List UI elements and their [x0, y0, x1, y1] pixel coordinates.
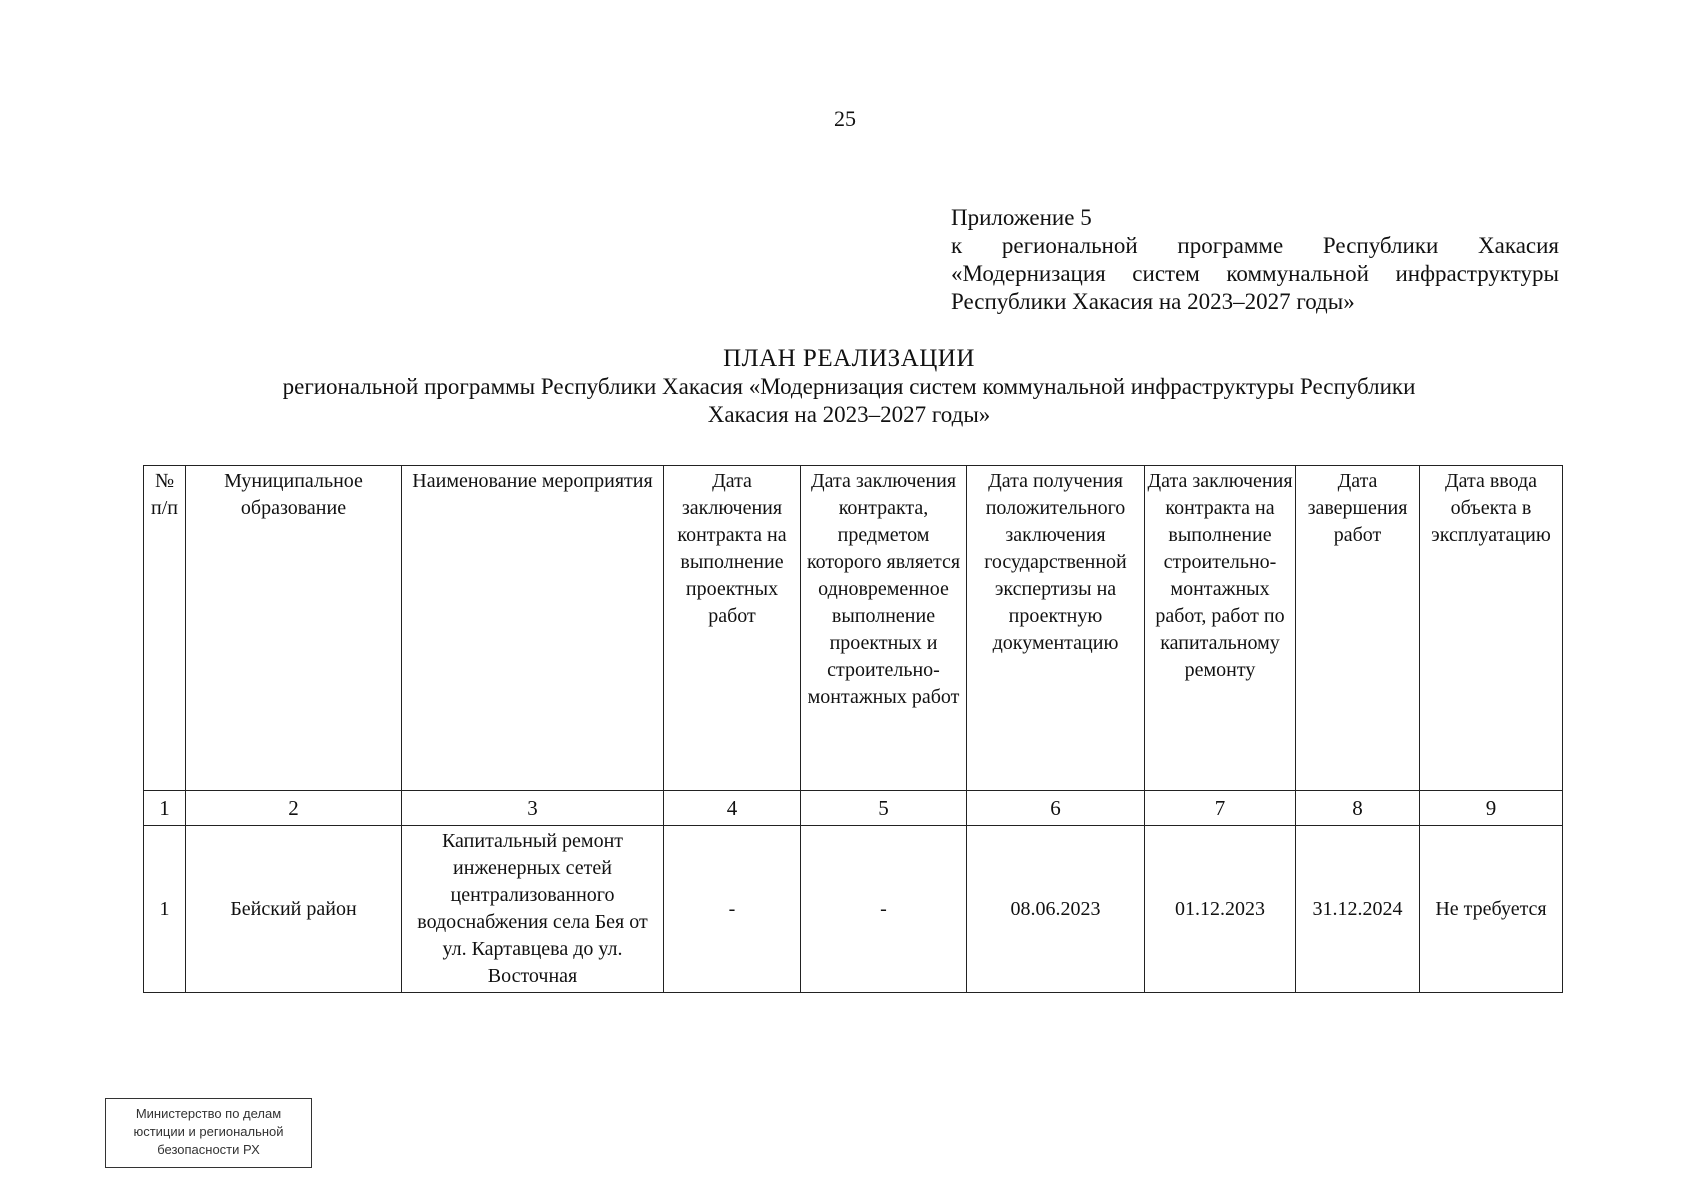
plan-table	[143, 465, 1563, 993]
cell-completion-date: 31.12.2024	[1296, 826, 1420, 993]
cell-expertise-date: 08.06.2023	[967, 826, 1145, 993]
cell-construction-contract-date: 01.12.2023	[1145, 826, 1296, 993]
appendix-text: к региональной программе Республики Хакасия «Модернизация систем коммунальной инфраструктуры Республики Хакасия на 2023–2027 годы»	[951, 233, 1559, 314]
ministry-stamp	[105, 1098, 312, 1168]
column-number: 3	[402, 791, 664, 826]
stamp-line: безопасности РХ	[157, 1142, 260, 1157]
cell-combined-contract-date: -	[801, 826, 967, 993]
appendix-title: Приложение 5	[951, 205, 1092, 230]
header-municipality: Муниципальное образование	[186, 466, 402, 791]
header-expertise-date: Дата получения положительного заключения государственной экспертизы на проектную документацию	[967, 466, 1145, 791]
header-combined-contract-date: Дата заключения контракта, предметом которого является одновременное выполнение проектных и строительно-монтажных работ	[801, 466, 967, 791]
header-completion-date: Дата завершения работ	[1296, 466, 1420, 791]
cell-num: 1	[144, 826, 186, 993]
column-number: 5	[801, 791, 967, 826]
header-event: Наименование мероприятия	[402, 466, 664, 791]
column-number: 2	[186, 791, 402, 826]
cell-municipality: Бейский район	[186, 826, 402, 993]
table-header-row	[144, 466, 1563, 791]
appendix-note	[951, 204, 1559, 316]
plan-title: ПЛАН РЕАЛИЗАЦИИ	[723, 345, 975, 372]
column-number: 4	[664, 791, 801, 826]
header-num: № п/п	[144, 466, 186, 791]
table-row	[144, 826, 1563, 993]
header-design-contract-date: Дата заключения контракта на выполнение проектных работ	[664, 466, 801, 791]
plan-subtitle: региональной программы Республики Хакасия «Модернизация систем коммунальной инфраструктуры Республики Хакасия на 2023–2027 годы»	[282, 374, 1416, 427]
column-number: 6	[967, 791, 1145, 826]
plan-heading	[150, 345, 1548, 429]
column-number: 9	[1420, 791, 1563, 826]
column-number: 7	[1145, 791, 1296, 826]
column-number: 8	[1296, 791, 1420, 826]
cell-event: Капитальный ремонт инженерных сетей централизованного водоснабжения села Бея от ул. Картавцева до ул. Восточная	[402, 826, 664, 993]
cell-commissioning-date: Не требуется	[1420, 826, 1563, 993]
header-commissioning-date: Дата ввода объекта в эксплуатацию	[1420, 466, 1563, 791]
stamp-line: Министерство по делам	[135, 1106, 282, 1121]
page-number: 25	[834, 106, 856, 131]
stamp-line: юстиции и региональной	[133, 1124, 284, 1139]
column-number-row	[144, 791, 1563, 826]
header-construction-contract-date: Дата заключения контракта на выполнение строительно-монтажных работ, работ по капитальному ремонту	[1145, 466, 1296, 791]
cell-design-contract-date: -	[664, 826, 801, 993]
column-number: 1	[144, 791, 186, 826]
